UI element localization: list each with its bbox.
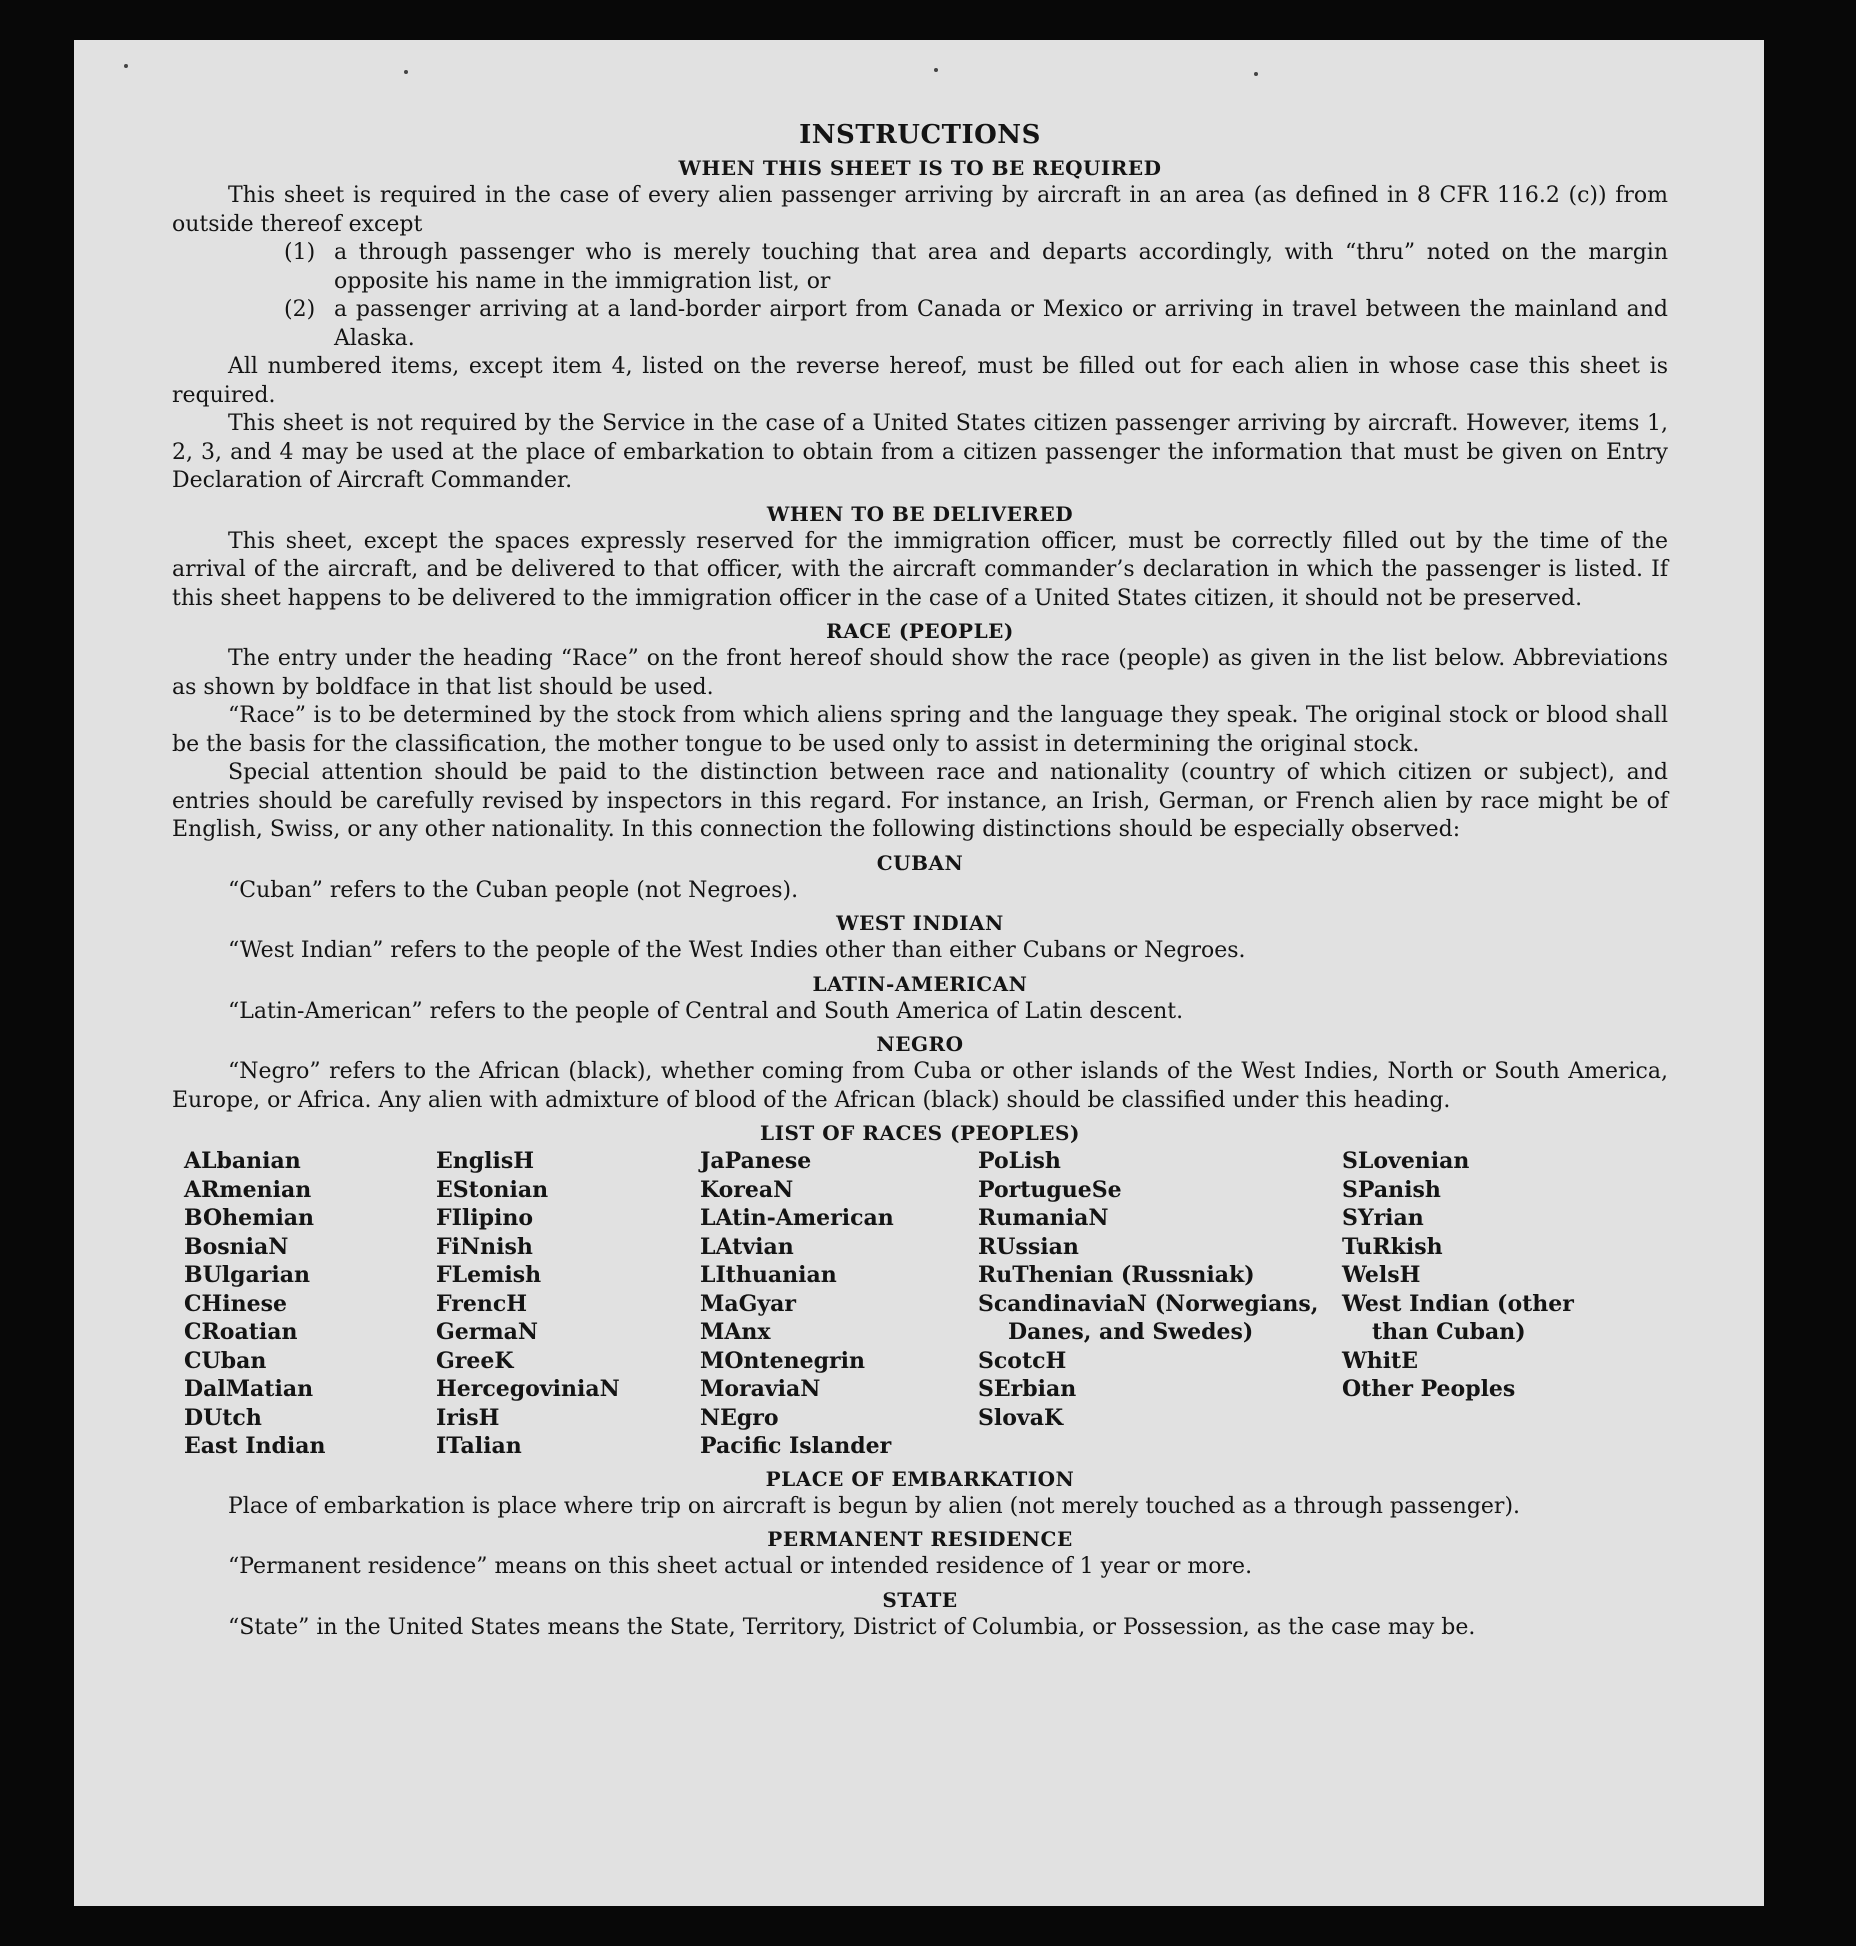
race-entry: LAtin-American — [700, 1205, 894, 1231]
heading-negro: NEGRO — [876, 1032, 964, 1056]
race-column-5 — [1342, 1147, 1602, 1461]
race-entry: SLovenian — [1342, 1148, 1470, 1174]
paragraph-required-intro: This sheet is required in the case of every alien passenger arriving by aircraft in an area (as defined in 8 CFR 116.2 (c)) from outside thereof except — [172, 183, 1668, 237]
heading-cuban: CUBAN — [876, 850, 964, 875]
race-entry: MaGyar — [700, 1290, 797, 1317]
race-entry: FIlipino — [436, 1205, 534, 1231]
page-title: INSTRUCTIONS — [799, 120, 1041, 150]
race-entry: CHinese — [184, 1290, 288, 1317]
race-entry: TuRkish — [1342, 1233, 1443, 1260]
race-entry: CRoatian — [184, 1319, 298, 1345]
race-entry: CUban — [184, 1347, 267, 1374]
race-entry: JaPanese — [700, 1148, 812, 1174]
paragraph-citizen: This sheet is not required by the Service in the case of a United States citizen passenger arriving by aircraft. However, items 1, 2, 3, and 4 may be used at the place of embarkation to obtain from a citizen passenger the information that must be given on Entry Declaration of Aircraft Commander. — [172, 411, 1668, 493]
item-number: (1) — [284, 240, 316, 265]
paragraph-numbered-items: All numbered items, except item 4, listed on the reverse hereof, must be filled out for each alien in whose case this sheet is required. — [172, 354, 1668, 408]
paragraph-race-stock: “Race” is to be determined by the stock from which aliens spring and the language they speak. The original stock or blood shall be the basis for the classification, the mother tongue to be used only to assist in determining the original stock. — [172, 703, 1668, 757]
race-entry: Pacific Islander — [700, 1433, 892, 1459]
race-entry: BosniaN — [184, 1233, 289, 1260]
race-column-1 — [184, 1147, 436, 1461]
heading-when-delivered: WHEN TO BE DELIVERED — [766, 501, 1074, 526]
race-entry: FiNnish — [436, 1233, 533, 1260]
race-column-2 — [436, 1147, 700, 1461]
paragraph-negro: “Negro” refers to the African (black), whether coming from Cuba or other islands of the West Indies, North or South America, Europe, or Africa. Any alien with admixture of blood of the African (black) should be classified under this heading. — [172, 1059, 1668, 1113]
race-entry: MOntenegrin — [700, 1347, 865, 1374]
race-entry: SPanish — [1342, 1176, 1441, 1203]
race-entry: SYrian — [1342, 1205, 1424, 1231]
speck — [124, 64, 128, 68]
race-entry: LAtvian — [700, 1233, 794, 1260]
race-entry: FLemish — [436, 1262, 542, 1288]
speck — [1254, 72, 1258, 76]
race-entry: ALbanian — [184, 1148, 301, 1174]
race-entry: ARmenian — [184, 1176, 312, 1203]
race-column-4 — [978, 1147, 1342, 1461]
race-entry: ITalian — [436, 1433, 522, 1459]
race-entry: SErbian — [978, 1376, 1077, 1402]
race-entry: HercegoviniaN — [436, 1376, 620, 1402]
heading-west-indian: WEST INDIAN — [836, 911, 1004, 935]
speck — [404, 70, 408, 74]
race-entry: PoLish — [978, 1148, 1061, 1174]
race-list — [184, 1147, 1668, 1461]
race-entry: LIthuanian — [700, 1262, 837, 1288]
race-entry: West Indian (other than Cuban) — [1342, 1290, 1574, 1345]
exception-item-1 — [284, 239, 1668, 296]
heading-when-required: WHEN THIS SHEET IS TO BE REQUIRED — [678, 156, 1162, 180]
race-entry: Other Peoples — [1342, 1376, 1516, 1402]
speck — [934, 68, 938, 72]
heading-race: RACE (PEOPLE) — [826, 619, 1014, 643]
race-entry: RUssian — [978, 1233, 1079, 1260]
race-entry: FrencH — [436, 1290, 527, 1317]
race-entry: RuThenian (Russniak) — [978, 1262, 1255, 1288]
document-page — [74, 40, 1764, 1906]
race-entry: MoraviaN — [700, 1376, 821, 1402]
paragraph-embarkation: Place of embarkation is place where trip on aircraft is begun by alien (not merely touched as a through passenger). — [228, 1493, 1521, 1519]
race-column-3 — [700, 1147, 978, 1461]
item-text: a passenger arriving at a land-border airport from Canada or Mexico or arriving in travel between the mainland and Alaska. — [334, 297, 1668, 351]
heading-permanent-residence: PERMANENT RESIDENCE — [767, 1527, 1073, 1551]
race-entry: WhitE — [1342, 1347, 1418, 1374]
paragraph-race-entry: The entry under the heading “Race” on the front hereof should show the race (people) as given in the list below. Abbreviations as shown by boldface in that list should be used. — [172, 646, 1668, 700]
race-entry: DUtch — [184, 1404, 262, 1431]
race-entry: MAnx — [700, 1319, 771, 1345]
paragraph-delivery: This sheet, except the spaces expressly reserved for the immigration officer, must be correctly filled out by the time of the arrival of the aircraft, and be delivered to that officer, with the aircraft commander’s declaration in which the passenger is listed. If this sheet happens to be delivered to the immigration officer in the case of a United States citizen, it should not be preserved. — [172, 528, 1668, 611]
race-entry: WelsH — [1342, 1262, 1421, 1288]
race-entry: BOhemian — [184, 1205, 315, 1231]
paragraph-race-nationality: Special attention should be paid to the distinction between race and nationality (country of which citizen or subject), and entries should be carefully revised by inspectors in this regard. For instance, an Irish, German, or French alien by race might be of English, Swiss, or any other nationality. In this connection the following distinctions should be especially observed: — [172, 760, 1668, 842]
paragraph-cuban: “Cuban” refers to the Cuban people (not Negroes). — [228, 877, 799, 903]
race-entry: PortugueSe — [978, 1176, 1122, 1203]
paragraph-residence: “Permanent residence” means on this sheet actual or intended residence of 1 year or more. — [228, 1554, 1253, 1579]
paragraph-latin-american: “Latin-American” refers to the people of Central and South America of Latin descent. — [228, 998, 1184, 1024]
heading-place-of-embarkation: PLACE OF EMBARKATION — [765, 1466, 1075, 1491]
race-entry: EStonian — [436, 1176, 549, 1203]
paragraph-west-indian: “West Indian” refers to the people of the West Indies other than either Cubans or Negroes. — [228, 938, 1246, 963]
item-text: a through passenger who is merely touching that area and departs accordingly, with “thru” noted on the margin opposite his name in the immigration list, or — [334, 240, 1668, 294]
heading-list-of-races: LIST OF RACES (PEOPLES) — [760, 1121, 1080, 1145]
race-entry: NEgro — [700, 1404, 779, 1431]
race-entry: GreeK — [436, 1347, 514, 1374]
race-entry: GermaN — [436, 1319, 539, 1345]
race-entry: SlovaK — [978, 1404, 1064, 1431]
race-entry: EnglisH — [436, 1148, 535, 1174]
race-entry: ScotcH — [978, 1347, 1067, 1374]
race-entry: East Indian — [184, 1433, 326, 1459]
race-entry: DalMatian — [184, 1376, 314, 1402]
race-entry: IrisH — [436, 1404, 500, 1431]
race-entry: KoreaN — [700, 1176, 794, 1203]
heading-state: STATE — [882, 1587, 958, 1612]
race-entry: ScandinaviaN (Norwegians, Danes, and Swedes) — [978, 1290, 1319, 1345]
race-entry: BUlgarian — [184, 1262, 310, 1288]
paragraph-state: “State” in the United States means the State, Territory, District of Columbia, or Possession, as the case may be. — [228, 1614, 1476, 1640]
item-number: (2) — [284, 297, 316, 322]
race-entry: RumaniaN — [978, 1205, 1109, 1231]
heading-latin-american: LATIN-AMERICAN — [812, 971, 1028, 996]
exception-item-2 — [284, 296, 1668, 353]
